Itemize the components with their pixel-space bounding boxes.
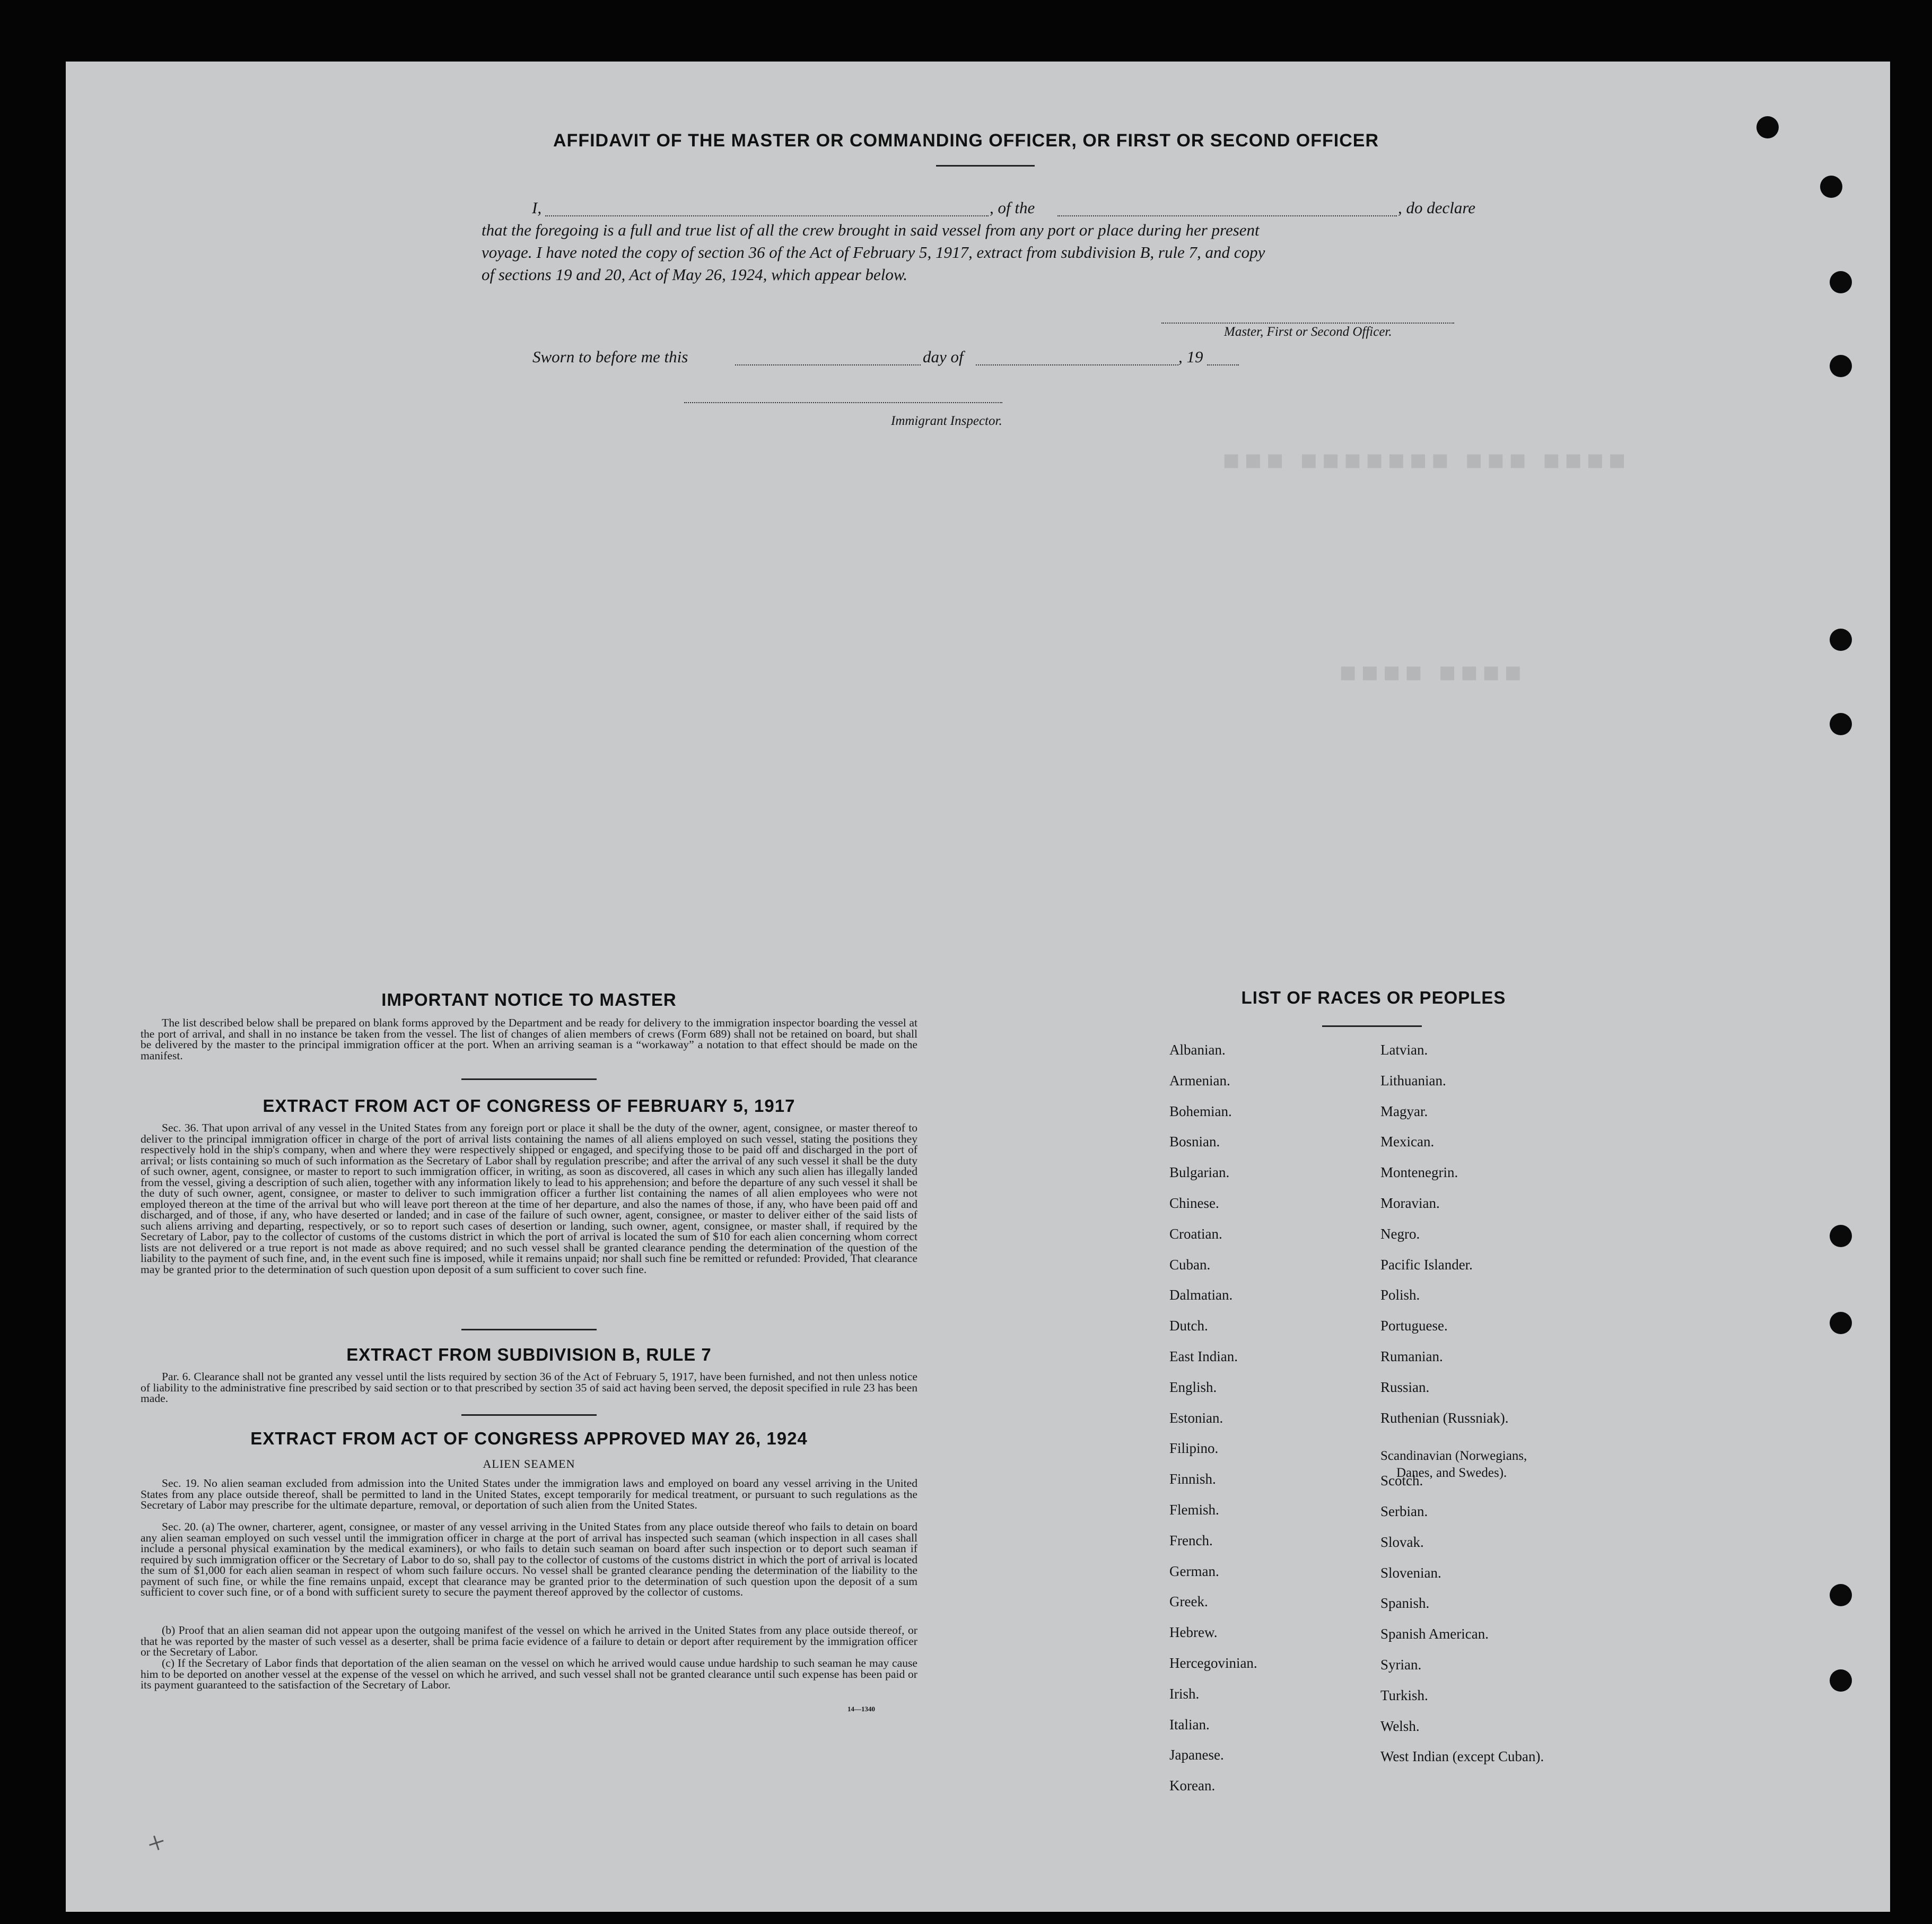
extract-1917-title: EXTRACT FROM ACT OF CONGRESS OF FEBRUARY 5, 1917 — [263, 1096, 795, 1116]
race-item: Hebrew. — [1169, 1624, 1218, 1641]
race-item: Montenegrin. — [1380, 1164, 1458, 1181]
affidavit-do-declare: , do declare — [1398, 198, 1476, 217]
extract-1924-title: EXTRACT FROM ACT OF CONGRESS APPROVED MAY 26, 1924 — [250, 1429, 808, 1448]
race-item: Korean. — [1169, 1778, 1216, 1794]
day-blank[interactable] — [735, 364, 921, 365]
race-item: Croatian. — [1169, 1225, 1222, 1242]
section-divider — [461, 1414, 597, 1416]
bleed-through-text: ▪▪▪ ▪▪▪▪▪▪▪ ▪▪▪ ▪▪▪▪ — [1222, 443, 1630, 475]
race-item: Slovenian. — [1380, 1564, 1441, 1581]
race-item: Welsh. — [1380, 1718, 1420, 1734]
sec20a-text: Sec. 20. (a) The owner, charterer, agent, consignee, or master of any vessel arriving in the United States from any place outside thereof who fails to detain on board any alien seaman employed on such vessel until the immigration officer in charge at the port of arrival has inspected such seaman (which inspection in all cases shall include a personal physical examination by the medical examiners), or who fails to detain such seaman on board after such inspection or to deport such seaman if required by such immigration officer or the Secretary of Labor to do so, shall pay to the collector of customs of the customs district in which the port of arrival is located the sum of $1,000 for each alien seaman in respect of whom such failure occurs. No vessel shall be granted clearance pending the determination of the liability to the payment of such fine, or while the fine remains unpaid, except that clearance may be granted prior to the determination of such question upon the deposit of a sum sufficient to cover such fine, or of a bond with sufficient surety to secure the payment thereof approved by the collector of customs. — [141, 1520, 917, 1598]
race-item: German. — [1169, 1563, 1219, 1579]
race-item: Estonian. — [1169, 1409, 1223, 1426]
sec19-text: Sec. 19. No alien seaman excluded from admission into the United States under the immigration laws and employed on board any vessel arriving in the United States from any place outside thereof, shall be permitted to land in the United States, except temporarily for medical treatment, or pursuant to such regulations as the Secretary of Labor may prescribe for the ultimate departure, removal, or deportation of such alien from the United States. — [141, 1477, 917, 1511]
race-item: Scandinavian (Norwegians, — [1380, 1449, 1527, 1463]
race-item: Albanian. — [1169, 1042, 1226, 1058]
affidavit-i: I, — [532, 198, 542, 217]
races-title: LIST OF RACES OR PEOPLES — [1241, 988, 1506, 1007]
race-item: Lithuanian. — [1380, 1072, 1446, 1089]
race-item: Japanese. — [1169, 1747, 1224, 1763]
race-item: Cuban. — [1169, 1256, 1211, 1273]
race-item: Chinese. — [1169, 1195, 1219, 1211]
race-item: Ruthenian (Russniak). — [1380, 1409, 1509, 1426]
inspector-signature-blank[interactable] — [684, 402, 1002, 403]
punch-hole — [1830, 271, 1852, 293]
race-item: Pacific Islander. — [1380, 1256, 1473, 1273]
notice-title: IMPORTANT NOTICE TO MASTER — [381, 990, 677, 1009]
alien-seamen-subtitle: ALIEN SEAMEN — [483, 1457, 575, 1470]
punch-hole — [1830, 1225, 1852, 1247]
handwritten-mark: + — [142, 1823, 171, 1862]
race-item: French. — [1169, 1532, 1213, 1548]
race-item: Scotch. — [1380, 1473, 1423, 1489]
race-item: Syrian. — [1380, 1657, 1422, 1673]
race-item: Bohemian. — [1169, 1103, 1232, 1119]
year-blank[interactable] — [1207, 364, 1239, 365]
affidavit-line2: that the foregoing is a full and true list of all the crew brought in said vessel from any port or place during her present — [482, 221, 1260, 239]
race-item: Danes, and Swedes). — [1396, 1466, 1507, 1480]
race-item: Bulgarian. — [1169, 1164, 1230, 1181]
race-item: Mexican. — [1380, 1134, 1435, 1150]
race-item: Slovak. — [1380, 1534, 1424, 1550]
race-item: Portuguese. — [1380, 1318, 1448, 1334]
master-caption: Master, First or Second Officer. — [1224, 325, 1392, 339]
master-signature-blank[interactable] — [1161, 323, 1454, 324]
race-item: Irish. — [1169, 1685, 1200, 1702]
race-item: Hercegovinian. — [1169, 1655, 1257, 1671]
race-item: Filipino. — [1169, 1440, 1219, 1457]
race-item: Dalmatian. — [1169, 1287, 1233, 1303]
punch-hole — [1830, 1312, 1852, 1334]
affidavit-title: AFFIDAVIT OF THE MASTER OR COMMANDING OFFICER, OR FIRST OR SECOND OFFICER — [553, 130, 1379, 151]
race-item: Bosnian. — [1169, 1134, 1220, 1150]
punch-hole — [1830, 355, 1852, 377]
race-item: Spanish. — [1380, 1595, 1430, 1612]
title-divider — [936, 165, 1035, 167]
race-item: Negro. — [1380, 1225, 1420, 1242]
punch-hole — [1830, 1584, 1852, 1606]
race-item: Serbian. — [1380, 1503, 1428, 1519]
section-divider — [461, 1078, 597, 1080]
race-item: Polish. — [1380, 1287, 1420, 1303]
punch-hole — [1830, 629, 1852, 651]
notice-text: The list described below shall be prepared on blank forms approved by the Department and be ready for delivery to the immigration inspector boarding the vessel at the port of arrival, and shall in no instance be taken from the vessel. The list of changes of alien members of crews (Form 689) shall not be retained on board, but shall be delivered by the master to the principal immigration officer at the port. When an arriving seaman is a “workaway” a notation to that effect should be made on the manifest. — [141, 1016, 917, 1062]
race-item: West Indian (except Cuban). — [1380, 1748, 1544, 1765]
extract-1917-text: Sec. 36. That upon arrival of any vessel in the United States from any foreign port or place it shall be the duty of the owner, agent, consignee, or master thereof to deliver to the principal immigration officer in charge of the port of arrival lists containing the names of all aliens employed on such vessel, stating the positions they respectively hold in the ship's company, when and where they were respectively shipped or engaged, and specifying those to be paid off and discharged in the port of arrival; or lists containing so much of such information as the Secretary of Labor shall by regulation prescribe; and after the arrival of any such vessel it shall be the duty of such owner, agent, consignee, or master to report to such immigration officer, in writing, as soon as discovered, all cases in which any such alien has illegally landed from the vessel, giving a description of such alien, together with any information likely to lead to his apprehension; and before the departure of any such vessel it shall be the duty of such owner, agent, consignee, or master to deliver to such immigration officer a further list containing the names of all alien employees who were not employed thereon at the time of the arrival but who will leave port thereon at the time of her departure, and also the names of those, if any, who have been paid off and discharged, and of those, if any, who have deserted or landed; and in case of the failure of such owner, agent, consignee, or master to deliver either of the said lists of such aliens arriving and departing, respectively, or so to report such cases of desertion or landing, such owner, agent, consignee, or master shall, if required by the Secretary of Labor, pay to the collector of customs of the customs district in which the port of arrival is located the sum of $10 for each alien concerning whom correct lists are not delivered or a true report is not made as above required; and no such vessel shall be granted clearance pending the determination of the question of the liability to the payment of such fine, and, in the event such fine is imposed, while it remains unpaid; nor shall such fine be remitted or refunded: Provided, That clearance may be granted prior to the determination of such question upon deposit of a sum sufficient to cover such fine. — [141, 1121, 917, 1276]
day-of-text: day of — [923, 347, 964, 366]
affidavit-line4: of sections 19 and 20, Act of May 26, 1924, which appear below. — [482, 265, 908, 284]
race-item: Moravian. — [1380, 1195, 1440, 1211]
affidavit-of-the: , of the — [990, 198, 1035, 217]
year-text: , 19 — [1178, 347, 1203, 366]
race-item: Turkish. — [1380, 1687, 1428, 1703]
race-item: Russian. — [1380, 1379, 1430, 1395]
race-item: Rumanian. — [1380, 1348, 1443, 1364]
punch-hole — [1830, 713, 1852, 735]
race-item: Finnish. — [1169, 1471, 1216, 1487]
section-divider — [461, 1329, 597, 1330]
sworn-text: Sworn to before me this — [532, 347, 688, 366]
race-item: Flemish. — [1169, 1502, 1219, 1518]
extract-rule7-text: Par. 6. Clearance shall not be granted any vessel until the lists required by section 36 of the Act of February 5, 1917, have been furnished, and not then unless notice of liability to the administrative fine prescribed by said section or to that prescribed by section 35 of said act having been served, the deposit specified in rule 23 has been made. — [141, 1370, 917, 1405]
sec20b-text: (b) Proof that an alien seaman did not appear upon the outgoing manifest of the vessel on which he arrived in the United States from any place outside thereof, or that he was reported by the master of such vessel as a deserter, shall be prima facie evidence of a failure to detain or deport after requirement by the immigration officer or the Secretary of Labor. — [141, 1624, 917, 1658]
race-item: East Indian. — [1169, 1348, 1238, 1364]
punch-hole — [1830, 1669, 1852, 1692]
bleed-through-text: ▪▪▪▪ ▪▪▪▪ — [1339, 656, 1526, 687]
race-item: Greek. — [1169, 1594, 1208, 1610]
race-item: Dutch. — [1169, 1318, 1208, 1334]
affidavit-line3: voyage. I have noted the copy of section 36 of the Act of February 5, 1917, extract from subdivision B, rule 7, and copy — [482, 243, 1265, 262]
extract-rule7-title: EXTRACT FROM SUBDIVISION B, RULE 7 — [346, 1345, 712, 1364]
sec20c-text: (c) If the Secretary of Labor finds that deportation of the alien seaman on the vessel on which he arrived would cause undue hardship to such seaman he may cause him to be deported on another vessel at the expense of the vessel on which he arrived, and such vessel shall not be granted clearance until such expense has been paid or its payment guaranteed to the satisfaction of the Secretary of Labor. — [141, 1657, 917, 1691]
race-item: Latvian. — [1380, 1042, 1428, 1058]
inspector-caption: Immigrant Inspector. — [891, 414, 1002, 428]
races-divider — [1322, 1025, 1422, 1027]
vessel-blank[interactable] — [1057, 215, 1397, 216]
race-item: Armenian. — [1169, 1072, 1230, 1089]
race-item: Spanish American. — [1380, 1626, 1489, 1642]
month-blank[interactable] — [976, 364, 1178, 365]
name-blank[interactable] — [545, 215, 989, 216]
race-item: Italian. — [1169, 1716, 1210, 1733]
form-number: 14—1340 — [847, 1705, 875, 1713]
punch-hole — [1820, 176, 1842, 198]
race-item: Magyar. — [1380, 1103, 1428, 1119]
race-item: English. — [1169, 1379, 1217, 1395]
